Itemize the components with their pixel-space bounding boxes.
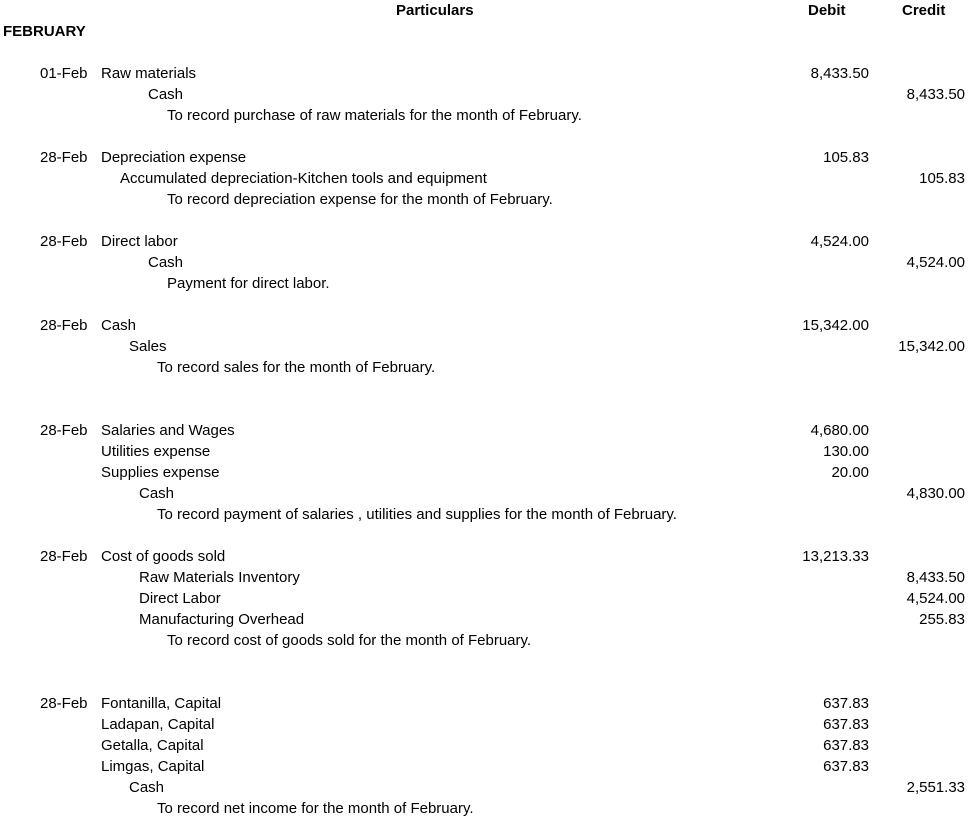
account-name: Depreciation expense	[101, 149, 247, 166]
journal-line	[0, 189, 975, 210]
credit-amount: 4,524.00	[906, 254, 965, 271]
entry-date: 28-Feb	[40, 548, 88, 565]
entry-date: 28-Feb	[40, 317, 88, 334]
debit-header: Debit	[808, 2, 846, 19]
journal-line	[0, 483, 975, 504]
account-name: Salaries and Wages	[101, 422, 235, 439]
debit-amount: 20.00	[831, 464, 869, 481]
entry-date: 28-Feb	[40, 233, 88, 250]
account-name: Supplies expense	[101, 464, 220, 481]
journal-line	[0, 315, 975, 336]
journal-line	[0, 609, 975, 630]
debit-amount: 105.83	[823, 149, 869, 166]
credit-amount: 8,433.50	[906, 569, 965, 586]
credit-amount: 2,551.33	[906, 779, 965, 796]
account-name: Utilities expense	[101, 443, 211, 460]
journal-line	[0, 693, 975, 714]
debit-amount: 637.83	[823, 737, 869, 754]
journal-line	[0, 714, 975, 735]
account-name: Limgas, Capital	[101, 758, 205, 775]
entry-narration: Payment for direct labor.	[167, 275, 330, 292]
entry-narration: To record sales for the month of February.	[157, 359, 436, 376]
debit-amount: 637.83	[823, 695, 869, 712]
account-name: Sales	[129, 338, 167, 355]
journal-line	[0, 357, 975, 378]
journal-line	[0, 420, 975, 441]
account-name: Fontanilla, Capital	[101, 695, 222, 712]
account-name: Cost of goods sold	[101, 548, 226, 565]
credit-header: Credit	[902, 2, 946, 19]
account-name: Raw Materials Inventory	[139, 569, 300, 586]
account-name: Direct Labor	[139, 590, 221, 607]
journal-line	[0, 231, 975, 252]
month-heading: FEBRUARY	[3, 23, 86, 40]
journal-line	[0, 168, 975, 189]
debit-amount: 130.00	[823, 443, 869, 460]
entry-narration: To record purchase of raw materials for the month of February.	[167, 107, 582, 124]
entry-date: 28-Feb	[40, 422, 88, 439]
journal-line	[0, 147, 975, 168]
credit-amount: 4,830.00	[906, 485, 965, 502]
journal-line	[0, 735, 975, 756]
debit-amount: 4,524.00	[810, 233, 869, 250]
journal-line	[0, 630, 975, 651]
journal-line	[0, 462, 975, 483]
journal-line	[0, 441, 975, 462]
account-name: Direct labor	[101, 233, 178, 250]
entry-narration: To record payment of salaries , utilities and supplies for the month of February.	[157, 506, 677, 523]
account-name: Getalla, Capital	[101, 737, 204, 754]
journal-line	[0, 336, 975, 357]
debit-amount: 4,680.00	[810, 422, 869, 439]
entry-date: 01-Feb	[40, 65, 88, 82]
particulars-header: Particulars	[396, 2, 474, 19]
account-name: Cash	[129, 779, 165, 796]
account-name: Cash	[148, 254, 184, 271]
debit-amount: 637.83	[823, 716, 869, 733]
account-name: Cash	[101, 317, 137, 334]
entry-narration: To record cost of goods sold for the month of February.	[167, 632, 532, 649]
journal-line	[0, 84, 975, 105]
journal-line	[0, 504, 975, 525]
credit-amount: 8,433.50	[906, 86, 965, 103]
journal-line	[0, 756, 975, 777]
journal-line	[0, 63, 975, 84]
account-name: Accumulated depreciation-Kitchen tools and equipment	[120, 170, 487, 187]
journal-line	[0, 252, 975, 273]
entry-date: 28-Feb	[40, 149, 88, 166]
account-name: Raw materials	[101, 65, 197, 82]
account-name: Cash	[139, 485, 175, 502]
debit-amount: 8,433.50	[810, 65, 869, 82]
debit-amount: 15,342.00	[802, 317, 869, 334]
account-name: Manufacturing Overhead	[139, 611, 305, 628]
entry-narration: To record net income for the month of February.	[157, 800, 474, 817]
journal-line	[0, 546, 975, 567]
journal-line	[0, 777, 975, 798]
account-name: Ladapan, Capital	[101, 716, 215, 733]
credit-amount: 4,524.00	[906, 590, 965, 607]
entry-narration: To record depreciation expense for the month of February.	[167, 191, 553, 208]
journal-line	[0, 588, 975, 609]
credit-amount: 15,342.00	[898, 338, 965, 355]
credit-amount: 255.83	[919, 611, 965, 628]
debit-amount: 13,213.33	[802, 548, 869, 565]
journal-line	[0, 567, 975, 588]
account-name: Cash	[148, 86, 184, 103]
journal-line	[0, 273, 975, 294]
credit-amount: 105.83	[919, 170, 965, 187]
debit-amount: 637.83	[823, 758, 869, 775]
entry-date: 28-Feb	[40, 695, 88, 712]
journal-line	[0, 105, 975, 126]
journal-line	[0, 798, 975, 819]
